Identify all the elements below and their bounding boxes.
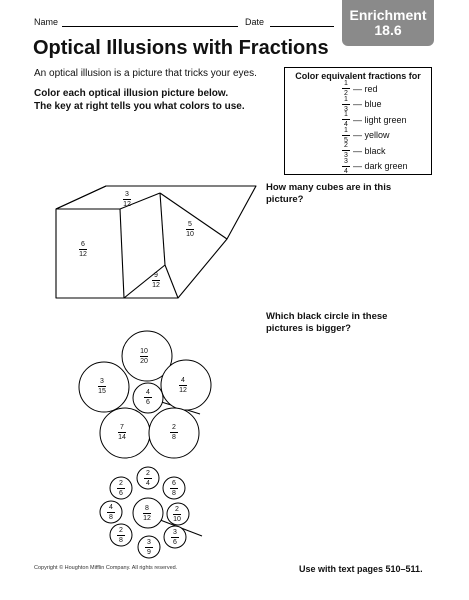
instruction-line-2: The key at right tells you what colors to use. — [34, 101, 245, 112]
date-label: Date — [245, 17, 265, 27]
key-fraction: $\frac{2}{3}$ — [342, 142, 350, 159]
circle-fraction: 4 12 — [179, 377, 187, 394]
circle-fraction: 3 9 — [145, 539, 153, 556]
cube-edge — [160, 193, 165, 265]
intro-text: An optical illusion is a picture that tricks your eyes. — [34, 68, 257, 79]
key-color-label: — light green — [353, 114, 407, 125]
circle-fraction: 3 6 — [171, 529, 179, 546]
page-title: Optical Illusions with Fractions — [33, 37, 329, 59]
circle-fraction: 2 8 — [117, 527, 125, 544]
cube-fraction: 5 10 — [186, 221, 194, 238]
key-title: Color equivalent fractions for — [295, 71, 421, 81]
circle-fraction: 2 6 — [117, 480, 125, 497]
key-color-label: — red — [353, 83, 378, 94]
circle-fraction: 3 15 — [98, 378, 106, 395]
key-color-label: — yellow — [353, 130, 390, 141]
name-label: Name — [34, 17, 59, 27]
circle-fraction: 2 10 — [173, 506, 181, 523]
question-circles-line-1: Which black circle in these — [266, 311, 388, 322]
circle-fraction: 6 8 — [170, 480, 178, 497]
key-color-label: — black — [353, 145, 386, 156]
badge-title: Enrichment — [349, 7, 427, 23]
circle-fraction: 7 14 — [118, 424, 126, 441]
circle-fraction: 4 8 — [107, 504, 115, 521]
circle-fraction: 2 8 — [170, 424, 178, 441]
key-color-label: — blue — [353, 99, 382, 110]
badge-number: 18.6 — [374, 22, 402, 38]
question-circles-line-2: pictures is bigger? — [266, 323, 351, 334]
key-fraction: $\frac{3}{4}$ — [342, 158, 350, 175]
circle-fraction: 8 12 — [143, 505, 151, 522]
key-fraction: $\frac{1}{2}$ — [342, 80, 350, 97]
key-color-label: — dark green — [353, 161, 408, 172]
question-cubes-line-1: How many cubes are in this — [266, 182, 392, 193]
circle-fraction: 4 6 — [144, 389, 152, 406]
cube-fraction: 9 12 — [152, 272, 160, 289]
cube-edge — [120, 209, 124, 298]
circle-fraction: 2 4 — [144, 470, 152, 487]
cube-edge — [56, 186, 106, 209]
copyright-notice: Copyright © Houghton Mifflin Company. All rights reserved. — [34, 565, 178, 571]
key-fraction: $\frac{1}{4}$ — [342, 111, 350, 128]
cube-fraction: 3 12 — [123, 191, 131, 208]
instruction-line-1: Color each optical illusion picture below. — [34, 88, 229, 99]
key-fraction: $\frac{1}{5}$ — [342, 127, 350, 144]
cube-edge — [165, 265, 178, 298]
circle-fraction: 10 20 — [140, 348, 148, 365]
text-pages-note: Use with text pages 510–511. — [299, 564, 423, 574]
cube-fraction: 6 12 — [79, 241, 87, 258]
question-cubes-line-2: picture? — [266, 194, 304, 205]
key-fraction: $\frac{1}{3}$ — [342, 96, 350, 113]
